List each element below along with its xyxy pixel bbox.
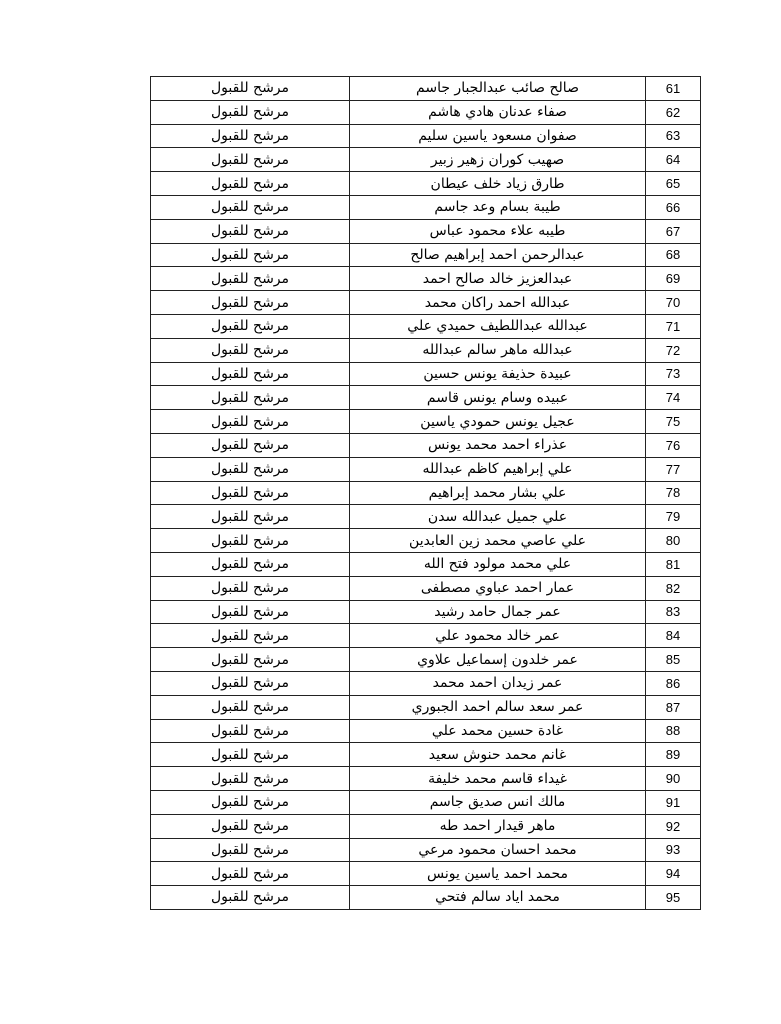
table-row <box>151 838 701 862</box>
candidate-name-cell: طيبة بسام وعد جاسم <box>350 195 646 219</box>
row-number-cell: 87 <box>646 695 701 719</box>
candidate-name-cell: محمد احمد ياسين يونس <box>350 862 646 886</box>
candidate-name-cell: غيداء قاسم محمد خليفة <box>350 767 646 791</box>
table-row <box>151 410 701 434</box>
candidate-name-cell: غادة حسين محمد علي <box>350 719 646 743</box>
table-row <box>151 481 701 505</box>
table-row <box>151 529 701 553</box>
status-cell: مرشح للقبول <box>151 624 350 648</box>
status-cell: مرشح للقبول <box>151 719 350 743</box>
table-row <box>151 600 701 624</box>
candidate-name-cell: طارق زياد خلف عيطان <box>350 172 646 196</box>
row-number-cell: 76 <box>646 433 701 457</box>
row-number-cell: 88 <box>646 719 701 743</box>
status-cell: مرشح للقبول <box>151 195 350 219</box>
table-row <box>151 648 701 672</box>
candidate-name-cell: عمر زيدان احمد محمد <box>350 671 646 695</box>
candidate-name-cell: عمر خالد محمود علي <box>350 624 646 648</box>
table-row <box>151 100 701 124</box>
status-cell: مرشح للقبول <box>151 172 350 196</box>
candidate-name-cell: عبيده وسام يونس قاسم <box>350 386 646 410</box>
row-number-cell: 67 <box>646 219 701 243</box>
table-row <box>151 195 701 219</box>
candidate-name-cell: عبدالله احمد راكان محمد <box>350 291 646 315</box>
row-number-cell: 84 <box>646 624 701 648</box>
status-cell: مرشح للقبول <box>151 386 350 410</box>
status-cell: مرشح للقبول <box>151 552 350 576</box>
table-row <box>151 457 701 481</box>
row-number-cell: 64 <box>646 148 701 172</box>
row-number-cell: 70 <box>646 291 701 315</box>
table-row <box>151 338 701 362</box>
row-number-cell: 74 <box>646 386 701 410</box>
row-number-cell: 86 <box>646 671 701 695</box>
candidate-name-cell: غانم محمد حنوش سعيد <box>350 743 646 767</box>
row-number-cell: 93 <box>646 838 701 862</box>
status-cell: مرشح للقبول <box>151 314 350 338</box>
status-cell: مرشح للقبول <box>151 77 350 101</box>
row-number-cell: 75 <box>646 410 701 434</box>
status-cell: مرشح للقبول <box>151 148 350 172</box>
candidate-name-cell: صالح صائب عبدالجبار جاسم <box>350 77 646 101</box>
status-cell: مرشح للقبول <box>151 886 350 910</box>
table-row <box>151 743 701 767</box>
candidate-name-cell: عمر سعد سالم احمد الجبوري <box>350 695 646 719</box>
row-number-cell: 83 <box>646 600 701 624</box>
table-row <box>151 291 701 315</box>
row-number-cell: 72 <box>646 338 701 362</box>
row-number-cell: 68 <box>646 243 701 267</box>
candidate-name-cell: عجيل يونس حمودي ياسين <box>350 410 646 434</box>
status-cell: مرشح للقبول <box>151 457 350 481</box>
status-cell: مرشح للقبول <box>151 410 350 434</box>
table-row <box>151 219 701 243</box>
table-row <box>151 362 701 386</box>
candidate-name-cell: صهيب كوران زهير زبير <box>350 148 646 172</box>
candidate-name-cell: علي إبراهيم كاظم عبدالله <box>350 457 646 481</box>
table-row <box>151 267 701 291</box>
table-row <box>151 719 701 743</box>
candidate-name-cell: عبيدة حذيفة يونس حسين <box>350 362 646 386</box>
status-cell: مرشح للقبول <box>151 862 350 886</box>
row-number-cell: 82 <box>646 576 701 600</box>
table-row <box>151 314 701 338</box>
table-row <box>151 433 701 457</box>
table-row <box>151 552 701 576</box>
table-row <box>151 886 701 910</box>
row-number-cell: 94 <box>646 862 701 886</box>
table-row <box>151 77 701 101</box>
row-number-cell: 71 <box>646 314 701 338</box>
candidates-table-body <box>151 77 701 910</box>
status-cell: مرشح للقبول <box>151 814 350 838</box>
candidate-name-cell: عمر جمال حامد رشيد <box>350 600 646 624</box>
table-row <box>151 386 701 410</box>
table-row <box>151 505 701 529</box>
row-number-cell: 73 <box>646 362 701 386</box>
row-number-cell: 78 <box>646 481 701 505</box>
table-row <box>151 124 701 148</box>
table-row <box>151 243 701 267</box>
row-number-cell: 62 <box>646 100 701 124</box>
status-cell: مرشح للقبول <box>151 481 350 505</box>
table-row <box>151 814 701 838</box>
candidate-name-cell: عبدالرحمن احمد إبراهيم صالح <box>350 243 646 267</box>
candidate-name-cell: عبدالعزيز خالد صالح احمد <box>350 267 646 291</box>
status-cell: مرشح للقبول <box>151 671 350 695</box>
status-cell: مرشح للقبول <box>151 529 350 553</box>
status-cell: مرشح للقبول <box>151 767 350 791</box>
candidate-name-cell: محمد اياد سالم فتحي <box>350 886 646 910</box>
status-cell: مرشح للقبول <box>151 838 350 862</box>
status-cell: مرشح للقبول <box>151 433 350 457</box>
row-number-cell: 77 <box>646 457 701 481</box>
status-cell: مرشح للقبول <box>151 576 350 600</box>
candidate-name-cell: علي محمد مولود فتح الله <box>350 552 646 576</box>
table-row <box>151 767 701 791</box>
candidate-name-cell: عذراء احمد محمد يونس <box>350 433 646 457</box>
candidate-name-cell: طيبه علاء محمود عباس <box>350 219 646 243</box>
candidate-name-cell: علي جميل عبدالله سدن <box>350 505 646 529</box>
table-row <box>151 148 701 172</box>
candidate-name-cell: علي بشار محمد إبراهيم <box>350 481 646 505</box>
table-row <box>151 576 701 600</box>
candidate-name-cell: عمر خلدون إسماعيل علاوي <box>350 648 646 672</box>
row-number-cell: 90 <box>646 767 701 791</box>
candidate-name-cell: محمد احسان محمود مرعي <box>350 838 646 862</box>
candidates-table <box>150 76 701 910</box>
row-number-cell: 63 <box>646 124 701 148</box>
row-number-cell: 92 <box>646 814 701 838</box>
status-cell: مرشح للقبول <box>151 124 350 148</box>
row-number-cell: 80 <box>646 529 701 553</box>
status-cell: مرشح للقبول <box>151 695 350 719</box>
row-number-cell: 81 <box>646 552 701 576</box>
table-row <box>151 695 701 719</box>
status-cell: مرشح للقبول <box>151 648 350 672</box>
row-number-cell: 66 <box>646 195 701 219</box>
status-cell: مرشح للقبول <box>151 243 350 267</box>
table-row <box>151 624 701 648</box>
status-cell: مرشح للقبول <box>151 743 350 767</box>
status-cell: مرشح للقبول <box>151 505 350 529</box>
candidate-name-cell: عبدالله عبداللطيف حميدي علي <box>350 314 646 338</box>
status-cell: مرشح للقبول <box>151 291 350 315</box>
row-number-cell: 91 <box>646 790 701 814</box>
row-number-cell: 61 <box>646 77 701 101</box>
status-cell: مرشح للقبول <box>151 362 350 386</box>
candidate-name-cell: صفوان مسعود ياسين سليم <box>350 124 646 148</box>
table-row <box>151 790 701 814</box>
candidate-name-cell: عمار احمد عباوي مصطفى <box>350 576 646 600</box>
status-cell: مرشح للقبول <box>151 338 350 362</box>
status-cell: مرشح للقبول <box>151 219 350 243</box>
row-number-cell: 69 <box>646 267 701 291</box>
candidate-name-cell: صفاء عدنان هادي هاشم <box>350 100 646 124</box>
row-number-cell: 79 <box>646 505 701 529</box>
row-number-cell: 89 <box>646 743 701 767</box>
status-cell: مرشح للقبول <box>151 600 350 624</box>
table-row <box>151 671 701 695</box>
table-row <box>151 862 701 886</box>
status-cell: مرشح للقبول <box>151 790 350 814</box>
row-number-cell: 85 <box>646 648 701 672</box>
status-cell: مرشح للقبول <box>151 100 350 124</box>
candidate-name-cell: ماهر قيدار احمد طه <box>350 814 646 838</box>
candidate-name-cell: علي عاصي محمد زين العابدين <box>350 529 646 553</box>
candidate-name-cell: عبدالله ماهر سالم عبدالله <box>350 338 646 362</box>
row-number-cell: 65 <box>646 172 701 196</box>
candidate-name-cell: مالك انس صديق جاسم <box>350 790 646 814</box>
row-number-cell: 95 <box>646 886 701 910</box>
status-cell: مرشح للقبول <box>151 267 350 291</box>
table-row <box>151 172 701 196</box>
